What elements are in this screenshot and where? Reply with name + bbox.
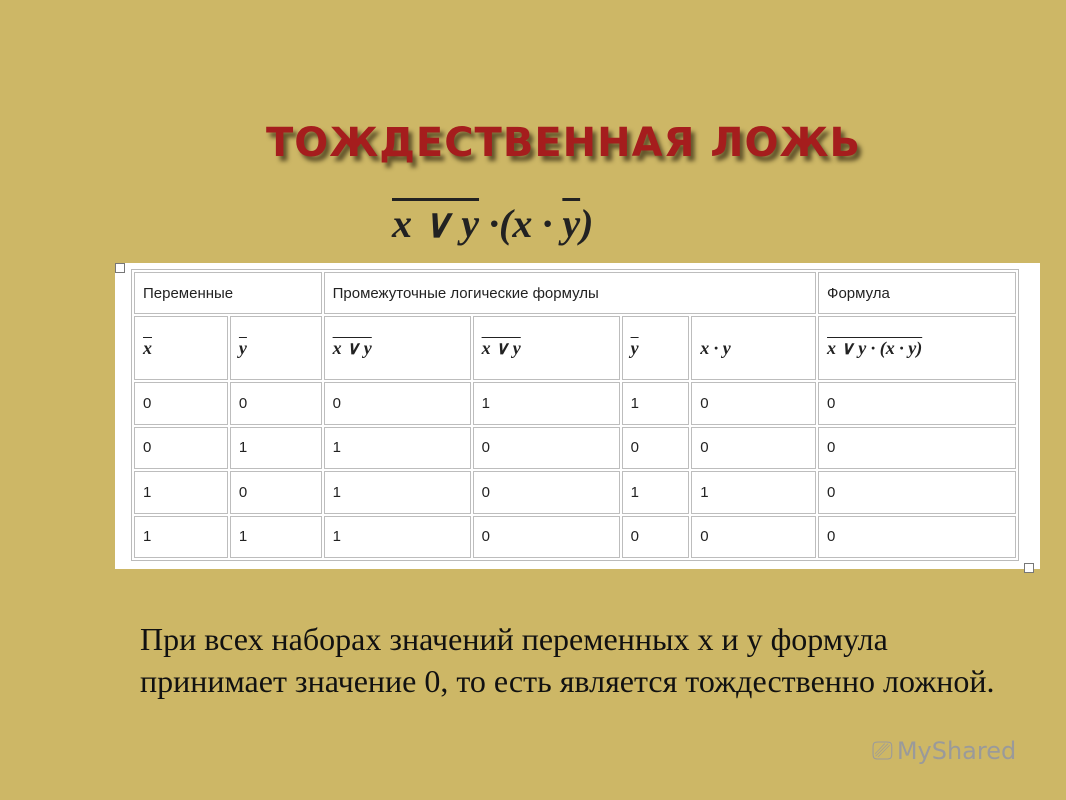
table-row [134,382,1016,424]
table-row [134,427,1016,469]
dot-operator: · [489,201,500,246]
table-cell: 0 [473,427,620,469]
watermark-text: MyShared [896,737,1017,765]
table-cell: 0 [818,516,1016,559]
table-cell: 0 [230,382,322,424]
truth-table-panel [115,263,1040,569]
header-formula: Формула [818,272,1016,314]
table-cell: 1 [473,382,620,424]
table-cell: 1 [622,471,690,513]
table-cell: 0 [818,427,1016,469]
table-cell: 0 [134,382,228,424]
table-cell: 1 [324,516,471,559]
table-row [134,471,1016,513]
table-cell: 1 [134,471,228,513]
table-cell: 1 [691,471,816,513]
symbol-header-row [134,316,1016,380]
table-cell: 0 [473,471,620,513]
table-cell: 1 [134,516,228,559]
table-cell: 0 [622,427,690,469]
table-cell: 0 [230,471,322,513]
col-result-formula: x ∨ y · (x · y) [818,316,1016,380]
table-cell: 0 [691,382,816,424]
watermark [872,736,1016,767]
group-header-row [134,272,1016,314]
projector-icon: ⎚ [872,736,893,766]
slide-title: ТОЖДЕСТВЕННАЯ ЛОЖЬ [266,120,861,166]
col-not-y: $\overline{y}$ [622,316,690,380]
truth-table [131,269,1019,561]
dot-operator-2: · [542,201,553,246]
negated-disjunction: x ∨ y [392,201,480,246]
table-cell: 0 [691,427,816,469]
negated-y: $\overline{y}$ [562,201,581,246]
open-paren: ( [499,201,513,246]
table-cell: 1 [324,471,471,513]
table-cell: 0 [622,516,690,559]
table-cell: 1 [622,382,690,424]
col-x-or-y: x ∨ y [324,316,471,380]
var-x: x [512,201,533,246]
table-cell: 1 [324,427,471,469]
table-cell: 0 [691,516,816,559]
col-x: $\overline{x}$ [134,316,228,380]
col-not-x-or-y: x ∨ y [473,316,620,380]
close-paren: ) [580,201,594,246]
table-cell: 0 [818,382,1016,424]
table-row [134,516,1016,559]
table-cell: 1 [230,516,322,559]
slide-caption: При всех наборах значений переменных x и y формула принимает значение 0, то есть является тождественно ложной. [140,621,995,699]
table-cell: 0 [473,516,620,559]
formula-heading [392,200,593,247]
resize-handle-bottom-right [1024,563,1034,573]
resize-handle-top-left [115,263,125,273]
table-cell: 0 [134,427,228,469]
col-y: $\overline{y}$ [230,316,322,380]
table-cell: 0 [818,471,1016,513]
table-cell: 1 [230,427,322,469]
header-intermediate: Промежуточные логические формулы [324,272,816,314]
col-x-and-not-y: x · y [691,316,816,380]
header-variables: Переменные [134,272,322,314]
table-cell: 0 [324,382,471,424]
